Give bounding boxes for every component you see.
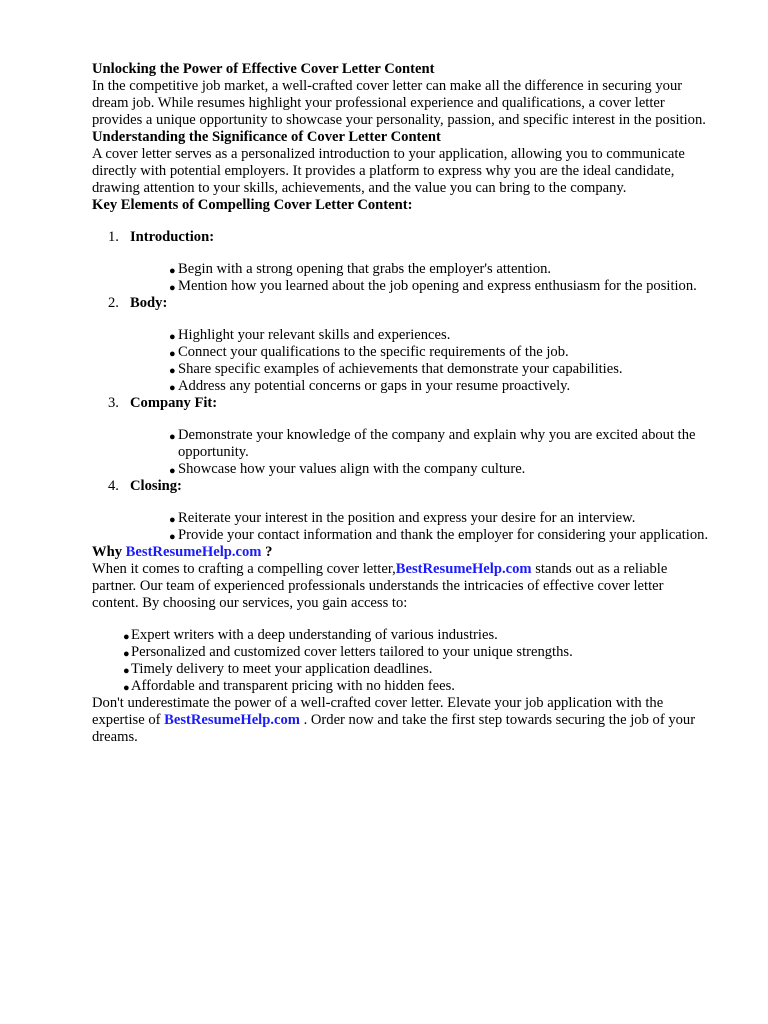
service-item bbox=[123, 678, 708, 695]
when-suffix: stands out as a reliable partner. Our team of experienced professionals understands the intricacies of effective cover letter content. By choosing our services, you gain access to: bbox=[92, 561, 668, 611]
bullet-item bbox=[169, 261, 709, 278]
bullet-item bbox=[169, 527, 709, 544]
why-heading bbox=[92, 544, 708, 561]
bullet-icon: ● bbox=[123, 665, 130, 677]
bullet-item bbox=[169, 361, 709, 378]
bullet-icon: ● bbox=[169, 265, 176, 277]
bullet-list bbox=[130, 261, 709, 295]
key-element-item bbox=[92, 478, 708, 544]
bullet-icon: ● bbox=[123, 682, 130, 694]
key-element-item bbox=[92, 395, 708, 478]
bullet-text: Showcase how your values align with the company culture. bbox=[178, 461, 526, 477]
bullet-item bbox=[169, 427, 709, 461]
bullet-icon: ● bbox=[169, 531, 176, 543]
service-item bbox=[123, 644, 708, 661]
bullet-item bbox=[169, 278, 709, 295]
bullet-item bbox=[169, 378, 709, 395]
why-heading-suffix: ? bbox=[265, 544, 273, 560]
bullet-text: Connect your qualifications to the specific requirements of the job. bbox=[178, 344, 569, 360]
closing-suffix: . Order now and take the first step towards securing the job of your dreams. bbox=[92, 712, 696, 745]
key-elements-heading: Key Elements of Compelling Cover Letter Content: bbox=[92, 197, 413, 213]
bullet-icon: ● bbox=[169, 282, 176, 294]
key-elements-list bbox=[92, 229, 708, 544]
service-text: Personalized and customized cover letters tailored to your unique strengths. bbox=[131, 644, 573, 660]
when-prefix: When it comes to crafting a compelling cover letter, bbox=[92, 561, 396, 577]
bullet-item bbox=[169, 510, 709, 527]
service-text: Timely delivery to meet your application deadlines. bbox=[131, 661, 433, 677]
bullet-icon: ● bbox=[169, 465, 176, 477]
key-element-title: Body: bbox=[130, 295, 168, 311]
services-list bbox=[92, 627, 708, 695]
page-title: Unlocking the Power of Effective Cover Letter Content bbox=[92, 61, 435, 77]
bullet-text: Share specific examples of achievements that demonstrate your capabilities. bbox=[178, 361, 623, 377]
bullet-icon: ● bbox=[123, 631, 130, 643]
closing-prefix: Don't underestimate the power of a well-crafted cover letter. Elevate your job application with the expertise of bbox=[92, 695, 664, 728]
bullet-icon: ● bbox=[169, 382, 176, 394]
bullet-icon: ● bbox=[169, 431, 176, 443]
bullet-icon: ● bbox=[169, 514, 176, 526]
key-element-title: Company Fit: bbox=[130, 395, 218, 411]
key-element-item bbox=[92, 295, 708, 395]
bullet-text: Demonstrate your knowledge of the company and explain why you are excited about the opportunity. bbox=[178, 427, 696, 460]
when-paragraph bbox=[92, 561, 708, 612]
closing-paragraph bbox=[92, 695, 708, 746]
bullet-text: Reiterate your interest in the position and express your desire for an interview. bbox=[178, 510, 636, 526]
bullet-item bbox=[169, 327, 709, 344]
list-number: 2. bbox=[108, 295, 119, 311]
why-heading-prefix: Why bbox=[92, 544, 123, 560]
closing-brand-link[interactable]: BestResumeHelp.com bbox=[164, 712, 300, 728]
service-text: Affordable and transparent pricing with no hidden fees. bbox=[131, 678, 455, 694]
bullet-text: Address any potential concerns or gaps in your resume proactively. bbox=[178, 378, 571, 394]
key-element-title: Closing: bbox=[130, 478, 182, 494]
key-element-title: Introduction: bbox=[130, 229, 215, 245]
service-item bbox=[123, 661, 708, 678]
bullet-text: Provide your contact information and thank the employer for considering your application. bbox=[178, 527, 709, 543]
significance-heading: Understanding the Significance of Cover Letter Content bbox=[92, 129, 441, 145]
bullet-list bbox=[130, 327, 709, 395]
bullet-icon: ● bbox=[169, 348, 176, 360]
bullet-text: Begin with a strong opening that grabs the employer's attention. bbox=[178, 261, 552, 277]
list-number: 1. bbox=[108, 229, 119, 245]
bullet-item bbox=[169, 344, 709, 361]
intro-paragraph: In the competitive job market, a well-crafted cover letter can make all the difference in securing your dream job. While resumes highlight your professional experience and qualifications, a cover letter provides a unique opportunity to showcase your personality, passion, and specific interest in the position. bbox=[92, 78, 706, 128]
list-number: 4. bbox=[108, 478, 119, 494]
when-brand-link[interactable]: BestResumeHelp.com bbox=[395, 561, 532, 577]
bullet-icon: ● bbox=[123, 648, 130, 660]
bullet-text: Highlight your relevant skills and experiences. bbox=[178, 327, 451, 343]
bullet-list bbox=[130, 510, 709, 544]
bullet-icon: ● bbox=[169, 365, 176, 377]
service-item bbox=[123, 627, 708, 644]
service-text: Expert writers with a deep understanding of various industries. bbox=[131, 627, 498, 643]
significance-paragraph: A cover letter serves as a personalized introduction to your application, allowing you to communicate directly with potential employers. It provides a platform to express why you are the ideal candidate, drawing attention to your skills, achievements, and the value you can bring to the company. bbox=[92, 146, 685, 196]
bullet-list bbox=[130, 427, 709, 478]
why-brand-link[interactable]: BestResumeHelp.com bbox=[125, 544, 262, 560]
bullet-icon: ● bbox=[169, 331, 176, 343]
list-number: 3. bbox=[108, 395, 119, 411]
bullet-text: Mention how you learned about the job opening and express enthusiasm for the position. bbox=[178, 278, 697, 294]
key-element-item bbox=[92, 229, 708, 295]
bullet-item bbox=[169, 461, 709, 478]
